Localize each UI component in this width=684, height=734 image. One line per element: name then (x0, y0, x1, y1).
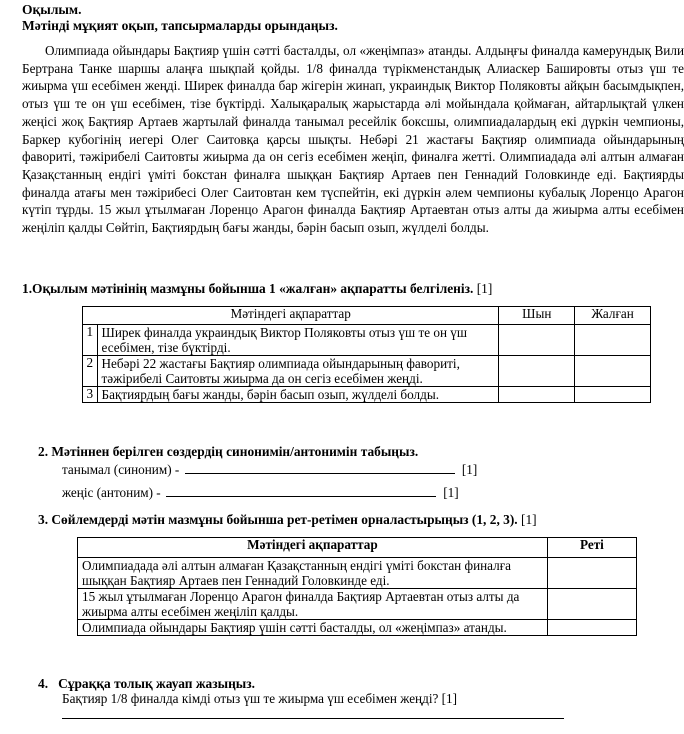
header-info: Мәтіндегі ақпараттар (83, 307, 499, 325)
table-row (83, 387, 651, 403)
header-false: Жалған (575, 307, 651, 325)
row-text: 15 жыл ұтылмаған Лоренцо Арагон финалда Бақтияр Артаевтан отыз алты да жиырма алты есебімен жеңіліп қалды. (78, 589, 548, 620)
table-row (78, 558, 637, 589)
false-cell[interactable] (575, 325, 651, 356)
row-text: Ширек финалда украиндық Виктор Поляковты отыз үш те он үш есебімен, тізе бүктірді. (97, 325, 499, 356)
synonym-label: танымал (синоним) - (62, 462, 180, 477)
row-number: 2 (83, 356, 98, 387)
table-row (78, 589, 637, 620)
question-4-question: Бақтияр 1/8 финалда кімді отыз үш те жиырма үш есебімен жеңді? (62, 691, 439, 706)
synonym-line (62, 461, 477, 478)
row-text: Олимпиада ойындары Бақтияр үшін сәтті басталды, ол «жеңімпаз» атанды. (78, 620, 548, 636)
antonym-line (62, 484, 459, 501)
question-4-points: [1] (441, 691, 458, 706)
order-cell[interactable] (547, 620, 636, 636)
question-4-text: Сұраққа толық жауап жазыңыз. (58, 676, 255, 691)
false-cell[interactable] (575, 387, 651, 403)
false-cell[interactable] (575, 356, 651, 387)
question-4-prompt (62, 692, 457, 707)
section-title: Оқылым. (22, 2, 82, 17)
table-header-row (78, 538, 637, 558)
question-4-number: 4. (38, 676, 49, 691)
header-true: Шын (499, 307, 575, 325)
antonym-label: жеңіс (антоним) - (62, 485, 161, 500)
instruction: Мәтінді мұқият оқып, тапсырмаларды орындаңыз. (22, 18, 338, 33)
question-3-title (38, 512, 537, 527)
true-cell[interactable] (499, 325, 575, 356)
synonym-points: [1] (461, 462, 478, 477)
synonym-answer-blank[interactable] (185, 461, 455, 474)
question-1-title (22, 281, 492, 296)
reading-passage: Олимпиада ойындары Бақтияр үшін сәтті басталды, ол «жеңімпаз» атанды. Алдыңғы финалда камерундық Вили Бертрана Танке шаршы алаңға шықпай қойды. 1/8 финалда түрікменстандық Алиаскер Башировты отыз үш те жиырма үш есебімен жеңді. Ширек финалда бар жігерін жинап, украиндық Виктор Поляковты айқын басымдықпен, отыз үш те он үш есебімен, тізе бүктірді. Халықаралық жарыстарда әлі мойындала қоймаған, айтарлықтай үлкен жеңісі жоқ Бақтияр Артаев жартылай финалда танымал ресейлік боксшы, олимпиадалардың екі дүркін чемпионы, Баркер кубогінің иегері Олег Саитовқа қарсы шықты. Небәрі 21 жастағы Бақтияр олимпиада ойындарының фавориті, тәжірибелі Саитовты жиырма да он сегіз есебімен жеңіп, финалға жетті. Олимпиадада әлі алтын алмаған Қазақстанның ендігі үміті бокстан финалға шыққан Бақтияр Артаев пен Геннадий Головкинде еді. Бақтиярды финалда атағы мен тәжірибесі Олег Саитовтан кем түспейтін, екі дүркін әлем чемпионы кубалық Лоренцо Арагон күтіп тұрды. 15 жыл ұтылмаған Лоренцо Арагон финалда Бақтияр Артаевтан отыз алты да жиырма алты есебімен жеңіліп қалды Сөйтіп, Бақтиярдың бағы жанды, бәрін басып озып, жүлделі болды. (22, 43, 684, 236)
order-cell[interactable] (547, 558, 636, 589)
ordering-table (77, 537, 637, 636)
row-number: 1 (83, 325, 98, 356)
header-info: Мәтіндегі ақпараттар (78, 538, 548, 558)
question-2-title: 2. Мәтіннен берілген сөздердің синонимін/антонимін табыңыз. (38, 444, 419, 459)
header-order: Реті (547, 538, 636, 558)
question-4-title (38, 676, 255, 691)
table-row (83, 356, 651, 387)
true-cell[interactable] (499, 387, 575, 403)
true-cell[interactable] (499, 356, 575, 387)
question-1-points: [1] (476, 281, 493, 296)
antonym-answer-blank[interactable] (166, 484, 436, 497)
question-3-text: 3. Сөйлемдерді мәтін мазмұны бойынша рет-ретімен орналастырыңыз (1, 2, 3). (38, 512, 518, 527)
row-text: Олимпиадада әлі алтын алмаған Қазақстанның ендігі үміті бокстан финалға шыққан Бақтияр Артаев пен Геннадий Головкинде еді. (78, 558, 548, 589)
question-1-text: 1.Оқылым мәтінінің мазмұны бойынша 1 «жалған» ақпаратты белгіленіз. (22, 281, 474, 296)
table-header-row (83, 307, 651, 325)
row-text: Небәрі 22 жастағы Бақтияр олимпиада ойындарының фавориті, тәжірибелі Саитовты жиырма да он сегіз есебімен жеңді. (97, 356, 499, 387)
question-3-points: [1] (521, 512, 537, 527)
order-cell[interactable] (547, 589, 636, 620)
answer-line[interactable] (62, 718, 564, 719)
table-row (83, 325, 651, 356)
row-number: 3 (83, 387, 98, 403)
true-false-table (82, 306, 651, 403)
table-row (78, 620, 637, 636)
antonym-points: [1] (443, 485, 459, 500)
row-text: Бақтиярдың бағы жанды, бәрін басып озып, жүлделі болды. (97, 387, 499, 403)
